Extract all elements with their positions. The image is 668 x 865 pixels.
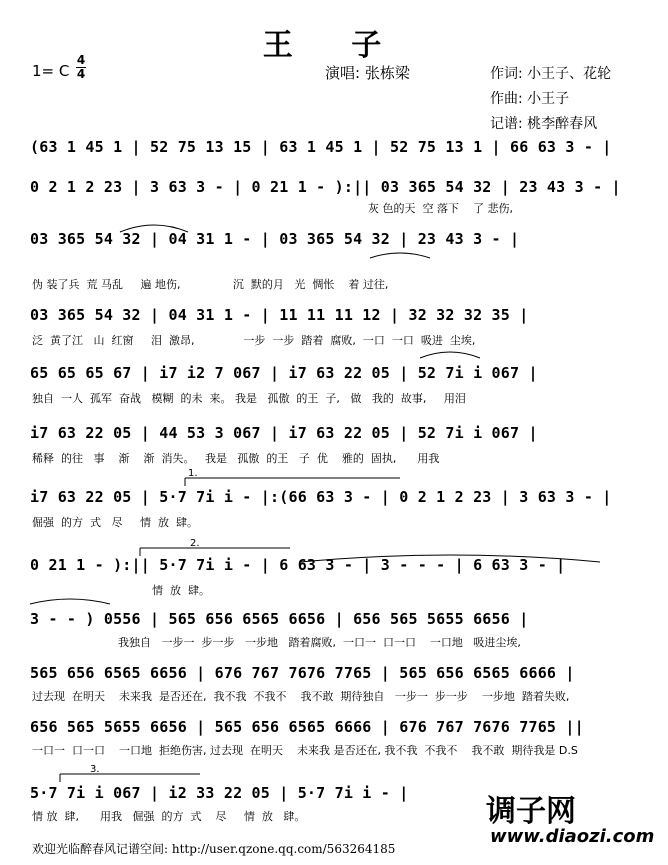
notation-line: i7 63 22 05 | 5·7 7i i - |:(66 63 3 - | 0 2 1 2 23 | 3 63 3 - | <box>30 488 612 506</box>
lyric-line: 倔强 的方 式 尽 情 放 肆。 <box>32 516 198 529</box>
lyric-line: 伪 装了兵 荒 马乱 遍 地伤, 沉 默的月 光 惆怅 着 过往, <box>32 278 389 291</box>
slur-arc <box>120 225 188 232</box>
volta-number-1: 1. <box>188 468 198 479</box>
slur-arc <box>370 253 430 258</box>
lyric-line: 灰 色的天 空 落下 了 悲伤, <box>368 202 513 215</box>
lyric-line: 稀释 的往 事 渐 渐 消失。 我是 孤傲 的王 子 优 雅的 固执, 用我 <box>32 452 440 465</box>
notation-line: i7 63 22 05 | 44 53 3 067 | i7 63 22 05 | 52 7i i 067 | <box>30 424 538 442</box>
notation-line: 5·7 7i i 067 | i2 33 22 05 | 5·7 7i i - | <box>30 784 409 802</box>
slur-arc <box>420 352 480 358</box>
watermark-brand: 调子网 <box>486 794 576 829</box>
volta-number-2: 2. <box>190 538 200 549</box>
lyric-line: 我独自 一步一 步一步 一步地 踏着腐败, 一口一 口一口 一口地 吸进尘埃, <box>118 636 521 649</box>
watermark-url: www.diaozi.com <box>490 826 655 847</box>
notation-line: 0 2 1 2 23 | 3 63 3 - | 0 21 1 - ):|| 03 365 54 32 | 23 43 3 - | <box>30 178 621 196</box>
song-title: 王 子 <box>262 28 406 63</box>
notation-line: 65 65 65 67 | i7 i2 7 067 | i7 63 22 05 | 52 7i i 067 | <box>30 364 538 382</box>
notation-line: 0 21 1 - ):|| 5·7 7i i - | 6 63 3 - | 3 - - - | 6 63 3 - | <box>30 556 566 574</box>
time-sig-bottom: 4 <box>76 67 86 81</box>
singer-credit: 演唱: 张栋梁 <box>325 64 410 82</box>
notation-line: 03 365 54 32 | 04 31 1 - | 03 365 54 32 | 23 43 3 - | <box>30 230 520 248</box>
lyric-line: 独自 一人 孤军 奋战 模糊 的未 来。 我是 孤傲 的王 子, 做 我的 故事, 用泪 <box>32 392 466 405</box>
slur-arc <box>300 555 600 562</box>
lyricist-credit: 作词: 小王子、花轮 <box>490 66 612 82</box>
notation-line: 565 656 6565 6656 | 676 767 7676 7765 | 565 656 6565 6666 | <box>30 664 575 682</box>
key-signature: 1= C <box>32 62 70 80</box>
notation-line: 656 565 5655 6656 | 565 656 6565 6666 | 676 767 7676 7765 || <box>30 718 584 736</box>
lyric-line: 情 放 肆, 用我 倔强 的方 式 尽 情 放 肆。 <box>32 810 306 823</box>
lyric-line: 过去现 在明天 未来我 是否还在, 我不我 不我不 我不敢 期待独自 一步一 步一步 一步地 踏着失败, <box>32 690 570 703</box>
notation-line: 3 - - ) 0556 | 565 656 6565 6656 | 656 565 5655 6656 | <box>30 610 529 628</box>
footer-text: 欢迎光临醉春风记谱空间: http://user.qzone.qq.com/563264185 <box>32 842 396 856</box>
lyric-line: 一口一 口一口 一口地 拒绝伤害, 过去现 在明天 未来我 是否还在, 我不我 不我不 我不敢 期待我是 D.S <box>32 744 578 757</box>
time-sig-top: 4 <box>76 53 86 67</box>
notation-line: 03 365 54 32 | 04 31 1 - | 11 11 11 12 | 32 32 32 35 | <box>30 306 529 324</box>
lyric-line: 情 放 肆。 <box>152 584 210 597</box>
lyric-line: 泛 黄了江 山 红窗 泪 激昂, 一步 一步 踏着 腐败, 一口 一口 吸进 尘埃, <box>32 334 476 347</box>
notation-line: (63 1 45 1 | 52 75 13 15 | 63 1 45 1 | 52 75 13 1 | 66 63 3 - | <box>30 138 612 156</box>
volta-number-3: 3. <box>90 764 100 775</box>
composer-credit: 作曲: 小王子 <box>490 91 570 107</box>
transcriber-credit: 记谱: 桃李醉春风 <box>490 116 598 132</box>
slur-arc <box>30 599 110 604</box>
